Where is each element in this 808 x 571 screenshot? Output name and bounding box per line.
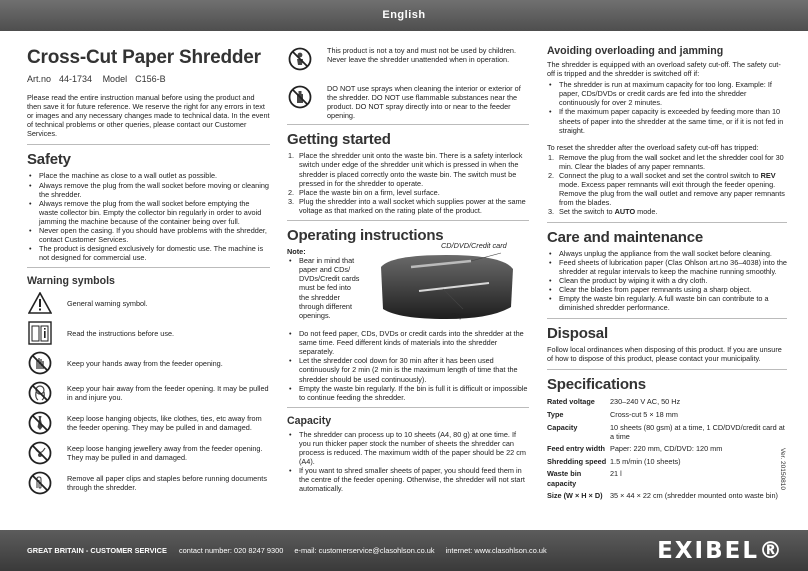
table-row [547,443,787,456]
list-item: 2. Connect the plug to a wall socket and set the control switch to REV mode. Excess paper remnants will exit through the feeder opening. Remove the plug from the wall outlet and remove any paper remnants from the blades. [548,171,785,208]
list-item: 3. Set the switch to AUTO mode. [548,207,658,217]
model-label: Model [102,74,128,84]
specs-table [547,396,787,502]
reset-intro: To reset the shredder after the overload safety cut-off has tripped: [547,142,759,152]
symbol-text: Read the instructions before use. [67,328,175,338]
overload-intro: The shredder is equipped with an overload safety cut-off. The safety cut-off is tripped and the shredder is switched off if: [547,60,781,79]
list-item: • If the maximum paper capacity is exceeded by feeding more than 10 sheets of paper into the shredder at the same time, or if it is not fed in straight. [547,107,787,134]
step-text: Remove the plug from the wall socket and let the shredder cool for 30 min. Clear the blades of any paper remnants. [559,152,784,171]
no-jewellery-icon [27,440,53,466]
list-item: 3. Plug the shredder into a wall socket which supplies power at the same voltage as that marked on the rating plate of the product. [288,196,526,215]
warning-symbol-row [27,350,270,376]
spec-value: Paper: 220 mm, CD/DVD: 120 mm [610,444,723,454]
list-item: 1. Place the shredder unit onto the waste bin. There is a safety interlock switch under edge of the shredder unit which is pressed in when the shredder is placed correctly onto the waste bin. The switch must be pressed in for the shredder to operate. [288,151,523,188]
spec-value: 10 sheets (80 gsm) at a time, 1 CD/DVD/credit card at a time [610,422,785,441]
list-item: • Always unplug the appliance from the wall socket before cleaning. [547,249,787,258]
spec-key: Feed entry width [547,444,605,454]
warning-symbol-row [27,320,270,346]
footer-email: e-mail: customerservice@clasohlson.co.uk [294,546,435,555]
spec-value: 35 × 44 × 22 cm (shredder mounted onto waste bin) [610,491,778,501]
warning-triangle-icon [27,290,53,316]
column-right [547,40,787,503]
symbol-text: Keep loose hanging jewellery away from the feeder opening. They may be pulled in and damaged. [67,444,263,463]
table-row [547,422,787,444]
spec-value: Cross-cut 5 × 18 mm [610,409,678,419]
brand-logo: EXIBEL® [657,538,784,564]
footer-phone: contact number: 020 8247 9300 [178,546,284,555]
column-left [27,40,270,500]
read-manual-icon [27,320,53,346]
table-row [547,396,787,409]
operating-title: Operating instructions [287,227,444,245]
warning-symbol-row [27,410,270,436]
table-row [547,409,787,422]
rev-mode: REV [760,171,776,181]
overload-list [547,80,787,135]
footer-bar [0,530,808,571]
list-item: • Bear in mind that paper and CDs/ DVDs/Credit cards must be fed into the shredder through different openings. [287,256,363,320]
step-text: mode. Excess paper remnants will exit through the feeder opening. Remove the plug from the wall outlet and remove any paper remnants from the blades. [559,180,785,208]
list-item: • The product is designed exclusively for domestic use. The machine is not designed for commercial use. [27,244,270,262]
spec-key: Rated voltage [547,397,595,407]
table-row [547,468,787,490]
list-item: • Feed sheets of lubrication paper (Clas Ohlson art.no 36–4038) into the shredder at regular intervals to keep the machine running smoothly. [547,258,787,276]
auto-mode: AUTO [614,207,636,217]
care-list [547,249,787,313]
symbol-text: Keep your hands away from the feeder opening. [67,358,223,368]
safety-title: Safety [27,151,71,169]
note-row [287,84,529,120]
spec-key: Size (W × H × D) [547,491,603,501]
step-text: Place the waste bin on a firm, level surface. [299,187,440,197]
symbol-text: General warning symbol. [67,298,148,308]
list-item: • The shredder can process up to 10 sheets (A4, 80 g) at one time. If you run thicker paper stock the number of sheets the shredder can process is reduced. The maximum width of the paper should be 22 cm (A4). [287,430,529,466]
no-hair-icon [27,380,53,406]
list-item: • Always remove the plug from the wall socket before emptying the waste collector bin. Empty the collector bin regularly in order to avoid jamming the machine because of the container being over full. [27,199,270,226]
warning-symbols-title: Warning symbols [27,275,115,288]
note-row [287,46,529,72]
list-item: • Do not feed paper, CDs, DVDs or credit cards into the shredder at the same time. Feed different kinds of materials into the shredder separately. [287,329,529,356]
no-children-icon [287,46,313,72]
list-item: • Empty the waste bin regularly. A full waste bin can contribute to a diminished shredder performance. [547,294,787,312]
spec-value: 230–240 V AC, 50 Hz [610,397,681,407]
spec-key: Shredding speed [547,456,607,466]
art-label: Art.no [27,74,52,84]
art-number: 44-1734 [59,74,93,84]
safety-list [27,171,270,262]
spec-key: Type [547,409,564,419]
spec-value: 21 l [610,469,622,479]
article-info [27,74,270,84]
step-text: Set the switch to [559,207,615,217]
disposal-title: Disposal [547,325,608,343]
list-item: • Never open the casing. If you should have problems with the shredder, contact Customer Services. [27,226,270,244]
care-title: Care and maintenance [547,228,704,246]
note-text: DO NOT use sprays when cleaning the interior or exterior of the shredder. DO NOT use flammable substances near the product. DO NOT spray directly into or near to the feeder opening. [327,84,521,121]
note-label: Note: [287,247,306,257]
cd-slot-label: CD/DVD/Credit card [441,241,507,251]
spec-value: 1.5 m/min (10 sheets) [610,456,681,466]
shredder-illustration [371,241,529,325]
operating-list [287,329,529,402]
list-item: • Let the shredder cool down for 30 min after it has been used continuously for 2 min (2 min is the maximum length of time that the shredder should be used continuously). [287,356,529,383]
language-header: English [0,0,808,31]
disposal-text: Follow local ordinances when disposing of this product. If you are unsure of how to dispose of this product, please contact your municipality. [547,345,782,364]
table-row [547,490,787,503]
reset-list [547,153,787,217]
list-item: • Place the machine as close to a wall outlet as possible. [27,171,270,180]
step-text: Plug the shredder into a wall socket which supplies power at the same voltage as that marked on the rating plate of the product. [299,196,526,215]
column-middle [287,40,529,493]
model-number: C156-B [135,74,166,84]
no-hands-icon [27,350,53,376]
list-item: • Empty the waste bin regularly. If the bin is full it is difficult or impossible to continue feeding the shredder. [287,384,529,402]
getting-started-list [287,151,529,215]
footer-web: internet: www.clasohlson.co.uk [445,546,547,555]
step-text: Connect the plug to a wall socket and set the control switch to [559,171,761,181]
page-title: Cross-Cut Paper Shredder [27,47,261,68]
no-tie-icon [27,410,53,436]
footer-region: GREAT BRITAIN - CUSTOMER SERVICE [27,546,167,555]
symbol-text: Keep loose hanging objects, like clothes, ties, etc away from the feeder opening. They may be pulled in and damaged. [67,414,262,433]
list-item: • Always remove the plug from the wall socket before moving or cleaning the shredder. [27,181,270,199]
warning-symbol-row [27,440,270,466]
overload-title: Avoiding overloading and jamming [547,45,724,57]
list-item: • Clear the blades from paper remnants using a sharp object. [547,285,787,294]
no-clips-icon [27,470,53,496]
warning-symbol-row [27,290,270,316]
step-text: mode. [635,207,658,217]
list-item: • The shredder is run at maximum capacity for too long. Example: If paper, CDs/DVDs or credit cards are fed into the shredder continuously for over 2 minutes. [547,80,787,107]
list-item: 2. Place the waste bin on a firm, level surface. [288,187,440,197]
spec-key: Capacity [547,422,578,432]
symbol-text: Remove all paper clips and staples before running documents through the shredder. [67,474,267,493]
getting-started-title: Getting started [287,131,391,149]
list-item: • Clean the product by wiping it with a dry cloth. [547,276,787,285]
note-text: This product is not a toy and must not be used by children. Never leave the shredder unattended when in operation. [327,46,517,65]
warning-symbol-row [27,380,270,406]
paper-slot-label: Paper [451,311,471,321]
capacity-title: Capacity [287,414,332,427]
specs-title: Specifications [547,376,646,394]
symbol-text: Keep your hair away from the feeder opening. It may be pulled in and injure you. [67,384,269,403]
spec-key: Waste bin capacity [547,469,582,488]
footer-contact [27,546,556,555]
no-spray-icon [287,84,313,110]
warning-symbol-row [27,470,270,496]
intro-text: Please read the entire instruction manual before using the product and then save it for future reference. We reserve the right for any errors in text or images and any necessary changes made to technical data. In the event of technical problems or other queries, please contact our Customer Services. [27,93,270,139]
table-row [547,456,787,469]
list-item: 1. Remove the plug from the wall socket and let the shredder cool for 30 min. Clear the blades of any paper remnants. [548,152,784,171]
version-label: Ver. 20150810 [779,448,786,490]
capacity-list [287,430,529,494]
list-item: • If you want to shred smaller sheets of paper, you should feed them in the centre of the feeder opening. Otherwise, the shredder will not start automatically. [287,466,529,493]
step-text: Place the shredder unit onto the waste bin. There is a safety interlock switch under edge of the shredder unit which is pressed in when the shredder is placed correctly onto the waste bin. The switch must be pressed in for the shredder to operate. [299,151,523,188]
